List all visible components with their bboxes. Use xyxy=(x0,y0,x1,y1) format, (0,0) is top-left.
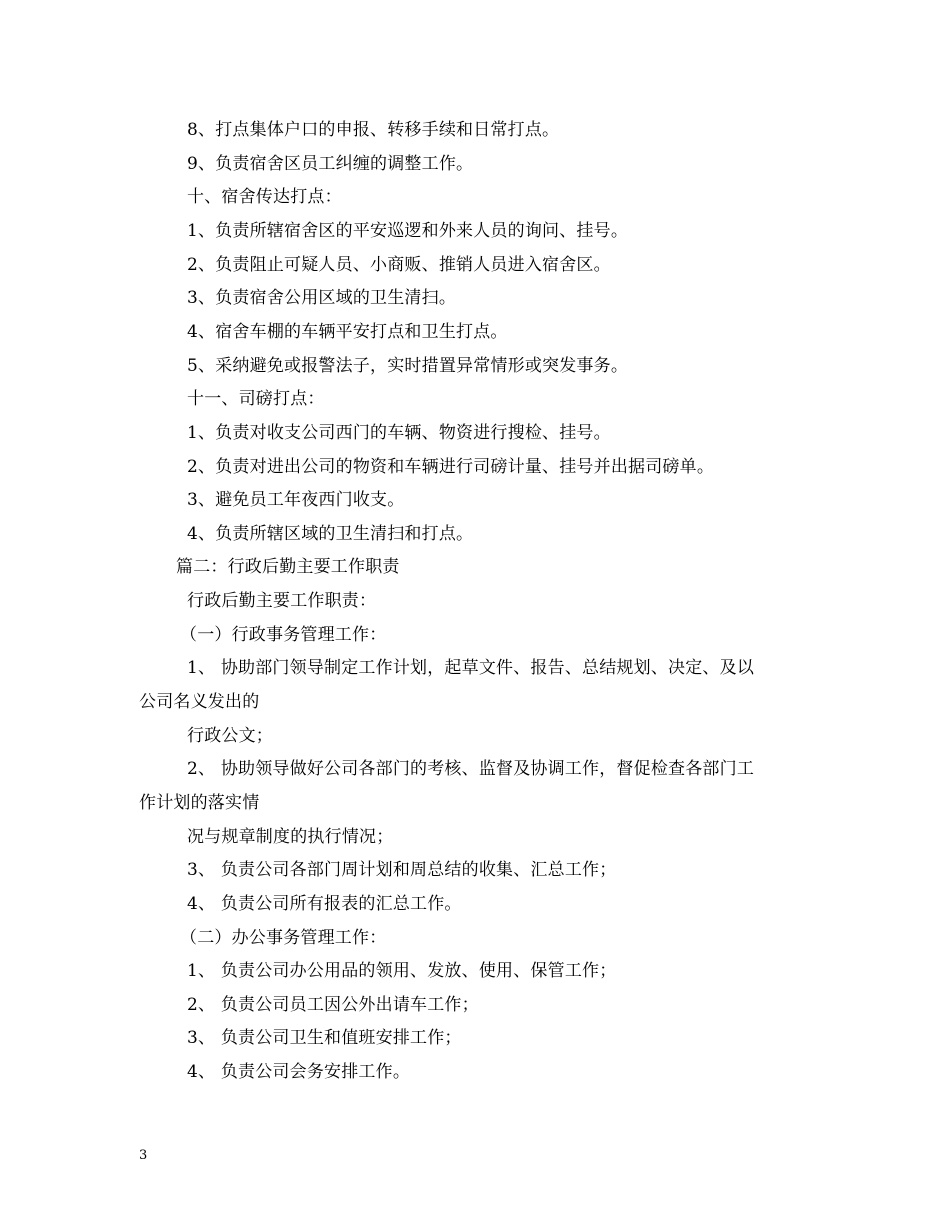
text-line: 3、 负责公司卫生和值班安排工作； xyxy=(187,1028,462,1048)
text-line: 行政后勤主要工作职责： xyxy=(187,591,377,611)
text-line: 4、宿舍车棚的车辆平安打点和卫生打点。 xyxy=(187,322,508,342)
text-line: 5、采纳避免或报警法子，实时措置异常情形或突发事务。 xyxy=(187,356,629,376)
text-line: 公司名义发出的 xyxy=(139,692,260,712)
text-line: 1、负责对收支公司西门的车辆、物资进行搜检、挂号。 xyxy=(187,423,611,443)
text-line: 2、 负责公司员工因公外出请车工作； xyxy=(187,995,479,1015)
text-line: 3、避免员工年夜西门收支。 xyxy=(187,490,405,510)
text-line: 作计划的落实情 xyxy=(139,793,260,813)
page-number: 3 xyxy=(139,1148,148,1163)
text-line: 2、负责对进出公司的物资和车辆进行司磅计量、挂号并出据司磅单。 xyxy=(187,457,715,477)
text-line: 行政公文； xyxy=(187,726,273,746)
text-line: 4、负责所辖区域的卫生清扫和打点。 xyxy=(187,524,474,544)
text-line: 2、 协助领导做好公司各部门的考核、监督及协调工作，督促检查各部门工 xyxy=(187,759,755,779)
text-line: 1、负责所辖宿舍区的平安巡逻和外来人员的询问、挂号。 xyxy=(187,221,629,241)
text-line: 2、负责阻止可疑人员、小商贩、推销人员进入宿舍区。 xyxy=(187,255,611,275)
section-heading: （一）行政事务管理工作： xyxy=(180,625,387,645)
section-heading: （二）办公事务管理工作： xyxy=(180,928,387,948)
text-line: 况与规章制度的执行情况； xyxy=(187,827,394,847)
text-line: 9、负责宿舍区员工纠缠的调整工作。 xyxy=(187,154,474,174)
text-line: 3、负责宿舍公用区域的卫生清扫。 xyxy=(187,288,457,308)
text-line: 4、 负责公司所有报表的汇总工作。 xyxy=(187,894,462,914)
text-line: 3、 负责公司各部门周计划和周总结的收集、汇总工作； xyxy=(187,860,617,880)
text-line: 4、 负责公司会务安排工作。 xyxy=(187,1062,411,1082)
section-heading: 十一、司磅打点： xyxy=(187,389,325,409)
text-line: 8、打点集体户口的申报、转移手续和日常打点。 xyxy=(187,120,560,140)
chapter-heading: 篇二：行政后勤主要工作职责 xyxy=(176,557,400,577)
text-line: 1、 协助部门领导制定工作计划，起草文件、报告、总结规划、决定、及以 xyxy=(187,658,755,678)
section-heading: 十、宿舍传达打点： xyxy=(187,187,342,207)
text-line: 1、 负责公司办公用品的领用、发放、使用、保管工作； xyxy=(187,961,617,981)
